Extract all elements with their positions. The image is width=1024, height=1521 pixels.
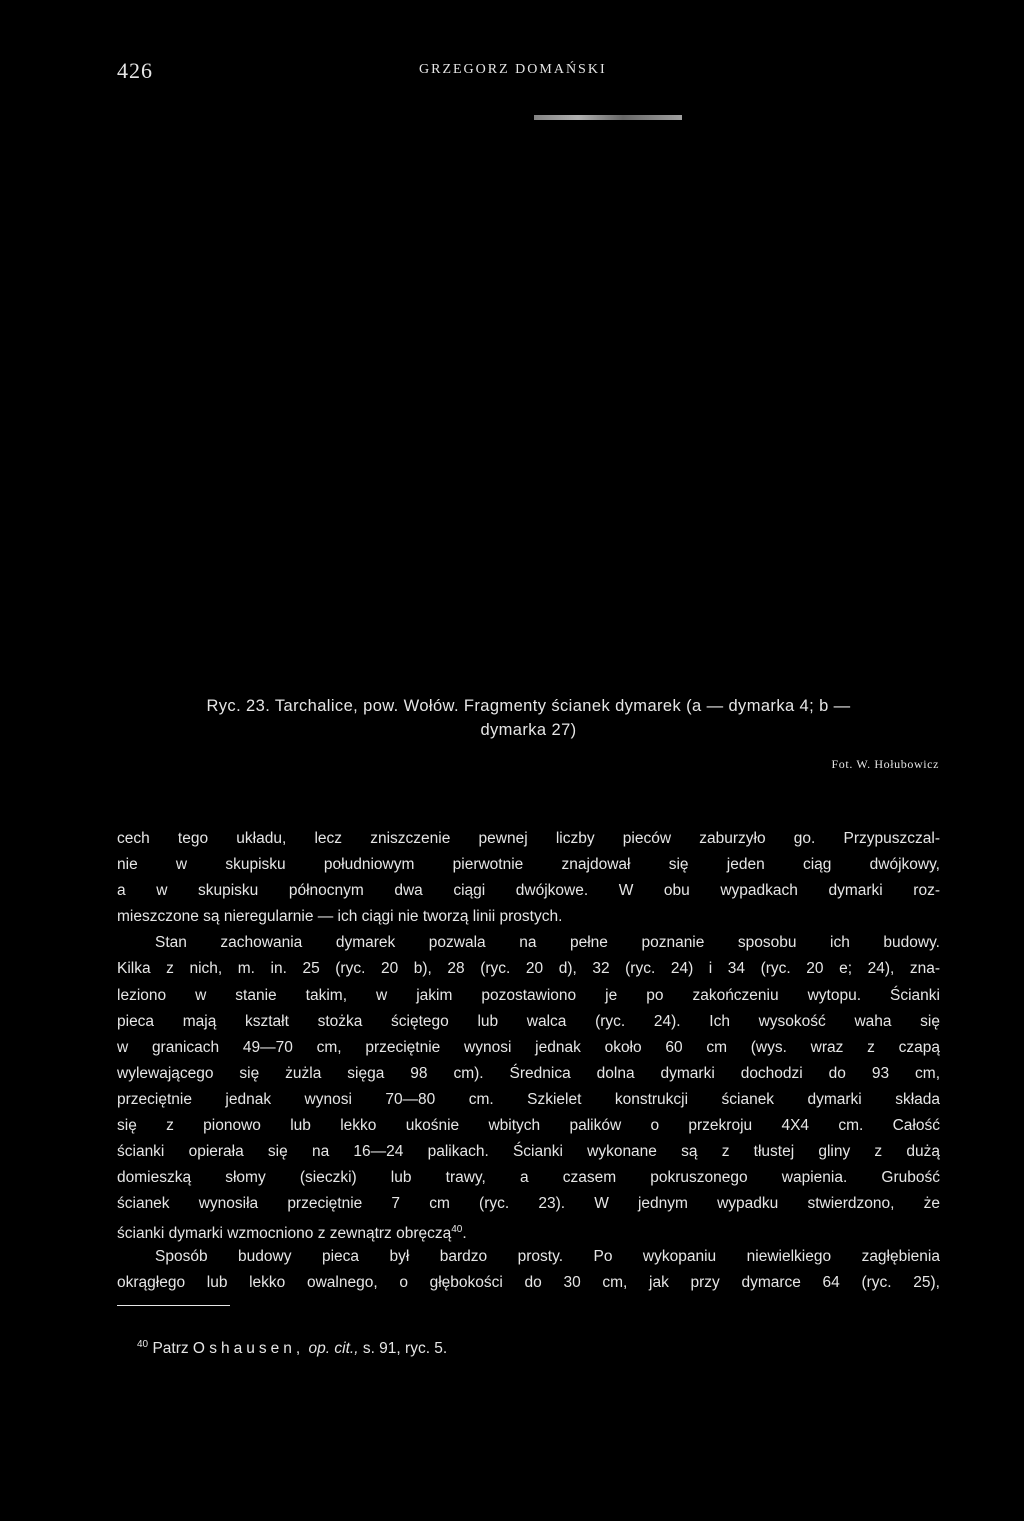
- text-line: wylewającego się żużla sięga 98 cm). Średnica dolna dymarki dochodzi do 93 cm,: [117, 1064, 940, 1082]
- footnote: [137, 1333, 447, 1361]
- text-line: w granicach 49—70 cm, przeciętnie wynosi jednak około 60 cm (wys. wraz z czapą: [117, 1038, 940, 1056]
- text-line-with-footnote: [117, 1217, 940, 1243]
- text-line: się z pionowo lub lekko ukośnie wbitych palików o przekroju 4X4 cm. Całość: [117, 1117, 940, 1135]
- text-fragment: .: [462, 1225, 467, 1243]
- footnote-rule: [117, 1305, 230, 1306]
- text-line: Sposób budowy pieca był bardzo prosty. Po wykopaniu niewielkiego zagłębienia: [155, 1247, 940, 1265]
- footnote-author: shausen,: [209, 1340, 305, 1358]
- text-line: okrągłego lub lekko owalnego, o głębokości do 30 cm, jak przy dymarce 64 (ryc. 25),: [117, 1273, 940, 1291]
- text-line: Stan zachowania dymarek pozwala na pełne poznanie sposobu ich budowy.: [155, 934, 940, 952]
- text-fragment: ścianki dymarki wzmocniono z zewnątrz obręczą: [117, 1225, 452, 1243]
- text-line: domieszką słomy (sieczki) lub trawy, a czasem pokruszonego wapienia. Grubość: [117, 1169, 940, 1187]
- figure-caption: [117, 694, 940, 742]
- text-line: nie w skupisku południowym pierwotnie znajdował się jeden ciąg dwójkowy,: [117, 856, 940, 874]
- text-line: cech tego układu, lecz zniszczenie pewnej liczby pieców zaburzyło go. Przypuszczal-: [117, 830, 940, 847]
- running-head: GRZEGORZ DOMAŃSKI: [419, 62, 607, 77]
- page-number: 426: [117, 58, 153, 83]
- text-line: leziono w stanie takim, w jakim pozostawiono je po zakończeniu wytopu. Ścianki: [117, 986, 940, 1004]
- text-line: a w skupisku północnym dwa ciągi dwójkowe. W obu wypadkach dymarki roz-: [117, 882, 940, 900]
- text-line: przeciętnie jednak wynosi 70—80 cm. Szkielet konstrukcji ścianek dymarki składa: [117, 1090, 940, 1108]
- photo-credit: Fot. W. Hołubowicz: [831, 757, 939, 771]
- footnote-op-cit: op. cit.,: [308, 1340, 359, 1358]
- caption-line: dymarka 27): [480, 721, 577, 739]
- footnote-text: s. 91, ryc. 5.: [362, 1340, 448, 1358]
- footnote-marker[interactable]: 40: [451, 1224, 463, 1236]
- footnote-number: 40: [137, 1339, 149, 1350]
- text-line: pieca mają kształt stożka ściętego lub walca (ryc. 24). Ich wysokość waha się: [117, 1012, 940, 1030]
- text-line: Kilka z nich, m. in. 25 (ryc. 20 b), 28 (ryc. 20 d), 32 (ryc. 24) i 34 (ryc. 20 e; 24), zna-: [117, 960, 940, 978]
- photo-plate-edge: [534, 115, 682, 120]
- photo-plate: [0, 100, 1024, 680]
- text-line: ścianek wynosiła przeciętnie 7 cm (ryc. 23). W jednym wypadku stwierdzono, że: [117, 1195, 940, 1213]
- footnote-text: Patrz O: [152, 1340, 205, 1358]
- text-line: ścianki opierała się na 16—24 palikach. Ścianki wykonane są z tłustej gliny z dużą: [117, 1143, 940, 1161]
- caption-line: Ryc. 23. Tarchalice, pow. Wołów. Fragmenty ścianek dymarek (a — dymarka 4; b —: [206, 697, 851, 715]
- text-line: mieszczone są nieregularnie — ich ciągi nie tworzą linii prostych.: [117, 908, 563, 926]
- body-text: [117, 826, 940, 1296]
